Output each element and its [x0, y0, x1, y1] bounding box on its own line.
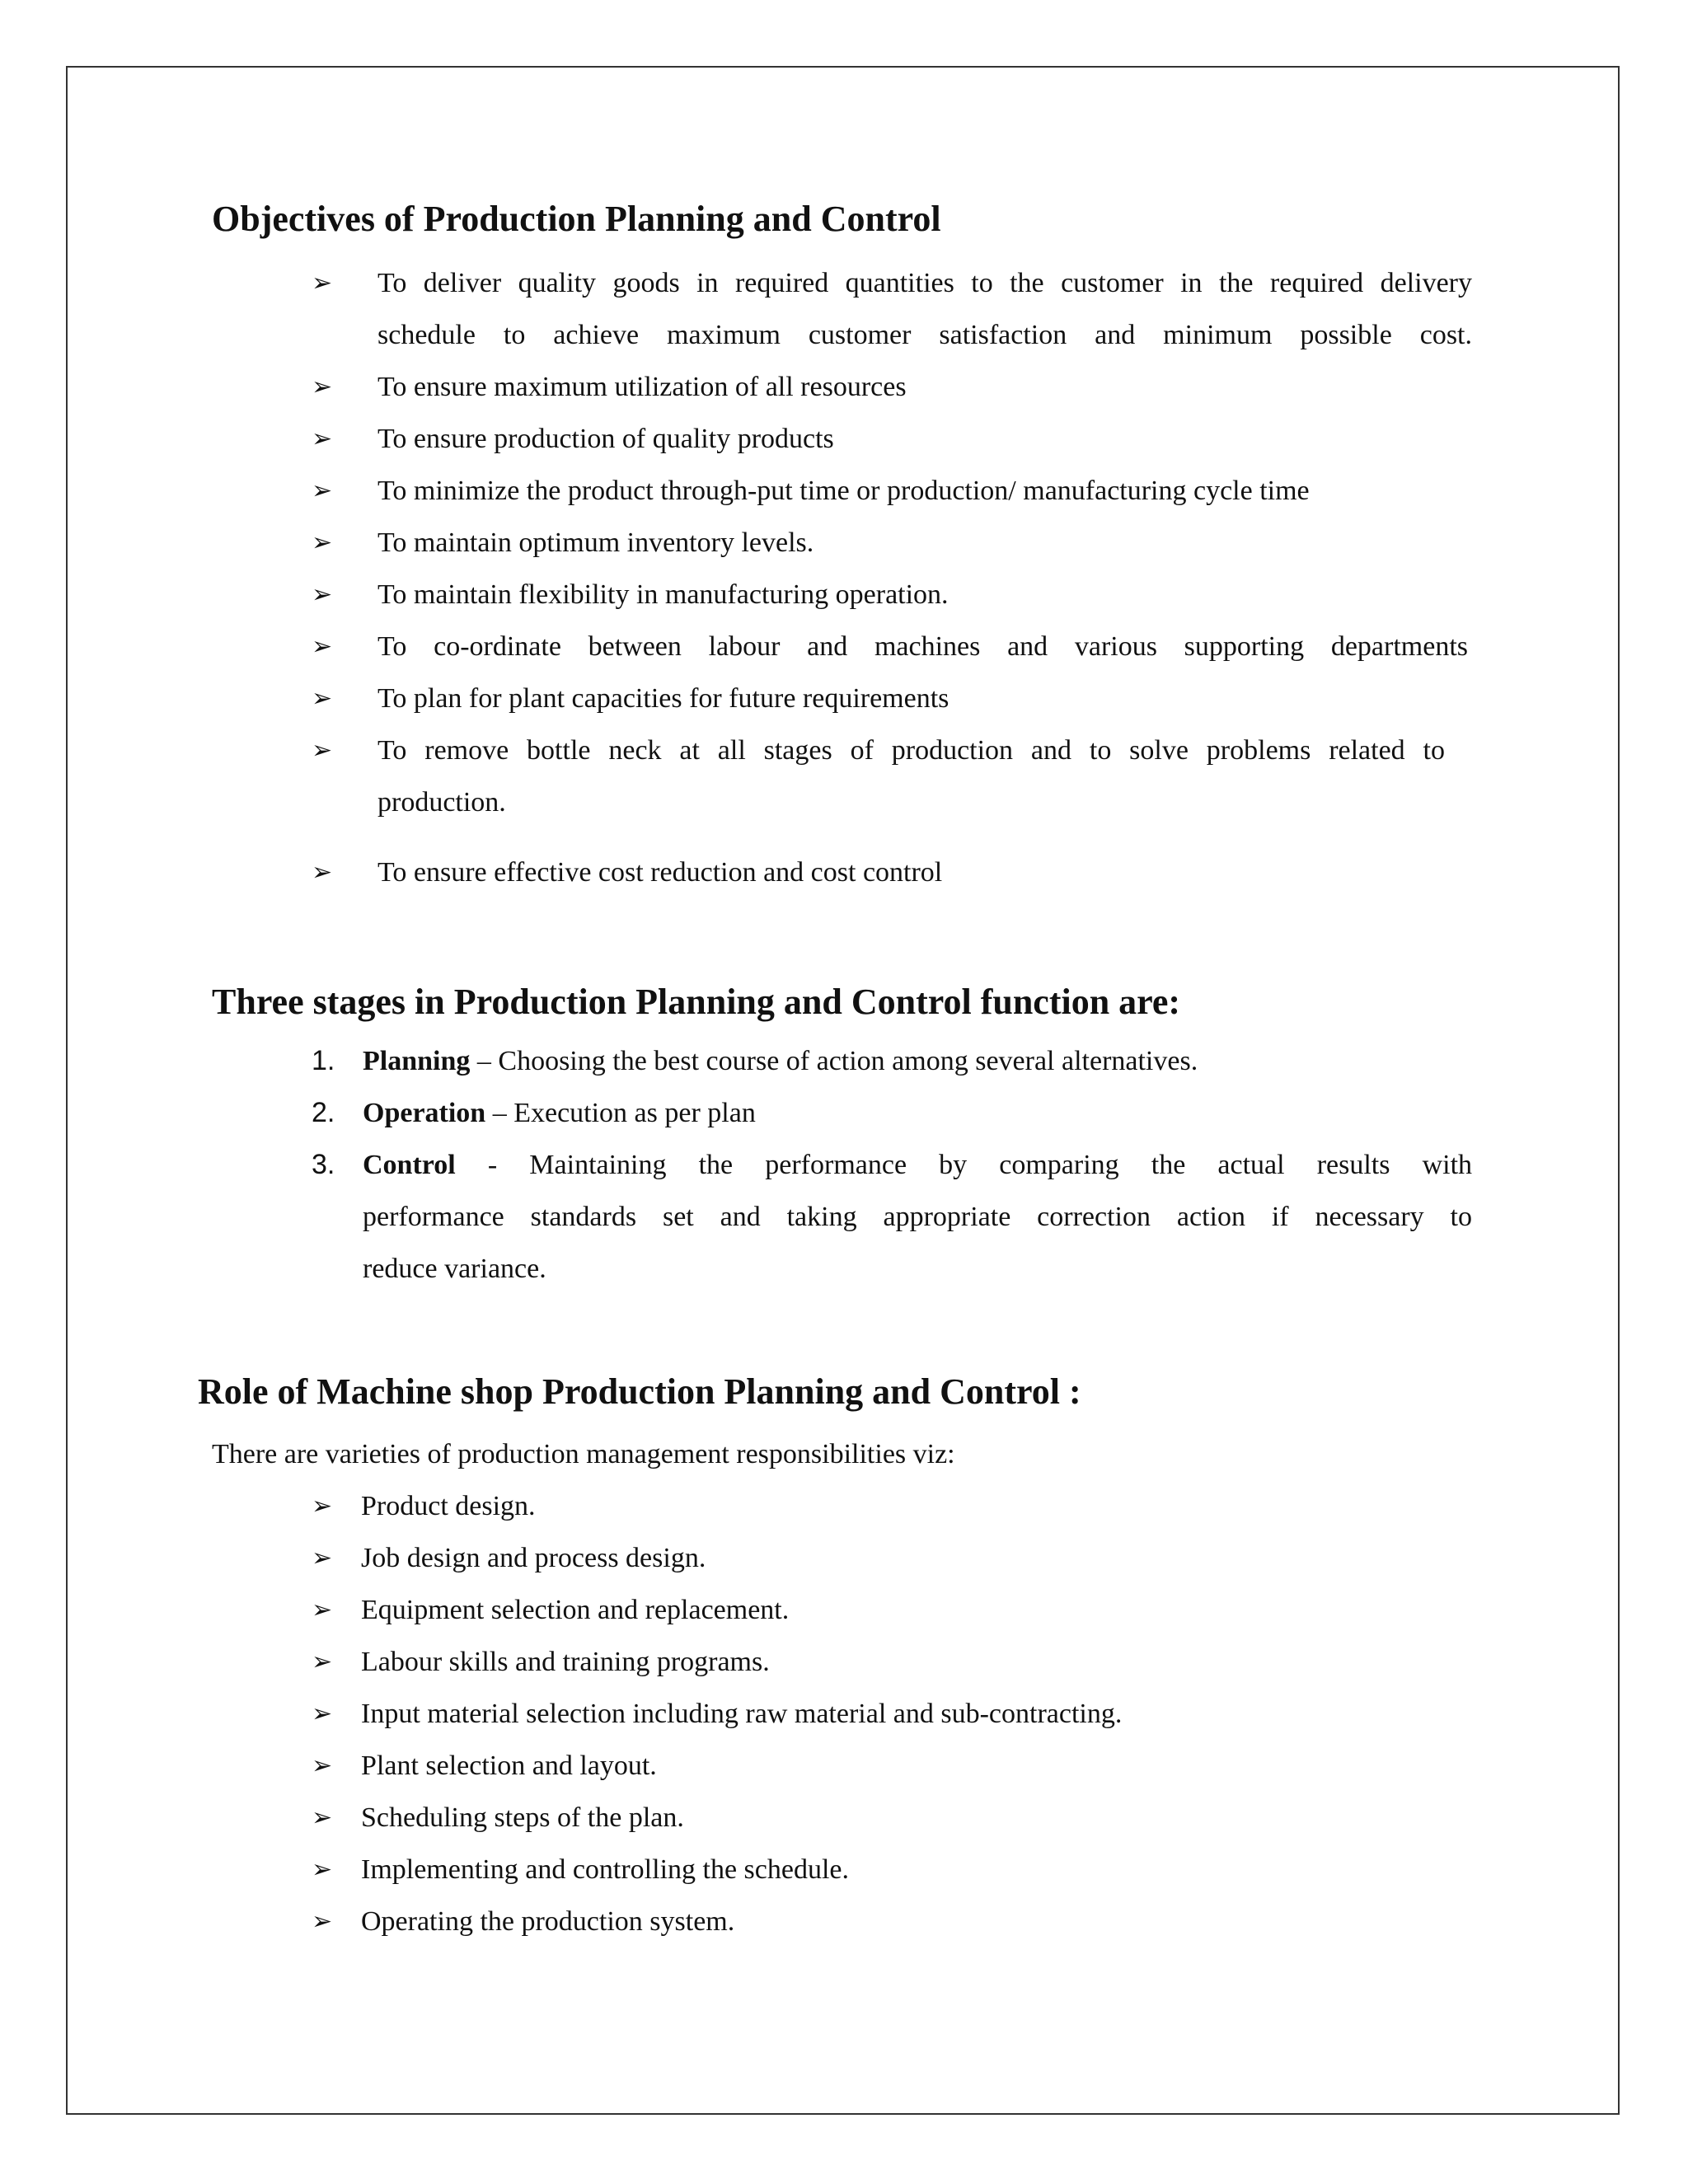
list-item-text-line: To deliver quality goods in required quantities to the customer in the required delivery [377, 268, 1472, 298]
arrow-bullet-icon: ➢ [312, 476, 333, 505]
list-item-text-line: production. [377, 787, 506, 818]
arrow-bullet-icon: ➢ [312, 528, 333, 557]
list-item-text: Equipment selection and replacement. [361, 1595, 790, 1625]
list-item [312, 621, 1472, 673]
arrow-bullet-icon: ➢ [312, 580, 333, 609]
arrow-bullet-icon: ➢ [312, 1855, 333, 1884]
arrow-bullet-icon: ➢ [312, 1803, 333, 1832]
objectives-heading: Objectives of Production Planning and Control [212, 199, 941, 239]
stage-description-line: reduce variance. [363, 1254, 546, 1284]
arrow-bullet-icon: ➢ [312, 736, 333, 765]
arrow-bullet-icon: ➢ [312, 269, 333, 298]
stage-description-line: performance standards set and taking appropriate correction action if necessary to [363, 1202, 1472, 1232]
arrow-bullet-icon: ➢ [312, 424, 333, 453]
stages-heading: Three stages in Production Planning and Control function are: [212, 982, 1181, 1022]
list-item-text: To ensure maximum utilization of all resources [377, 372, 907, 402]
arrow-bullet-icon: ➢ [312, 858, 333, 887]
arrow-bullet-icon: ➢ [312, 1699, 333, 1728]
arrow-bullet-icon: ➢ [312, 373, 333, 401]
arrow-bullet-icon: ➢ [312, 684, 333, 713]
list-item-text: Implementing and controlling the schedule. [361, 1854, 850, 1885]
list-item-text: Scheduling steps of the plan. [361, 1802, 684, 1833]
list-item-text-line: schedule to achieve maximum customer satisfaction and minimum possible cost. [377, 320, 1472, 350]
arrow-bullet-icon: ➢ [312, 1596, 333, 1624]
stage-description-line: Maintaining the performance by comparing the actual results with [529, 1150, 1473, 1180]
list-item-text: Labour skills and training programs. [361, 1647, 770, 1677]
list-item-text: To ensure effective cost reduction and cost control [377, 857, 943, 888]
stage-description: Choosing the best course of action among several alternatives. [498, 1046, 1198, 1076]
stage-separator: – [485, 1098, 514, 1128]
arrow-bullet-icon: ➢ [312, 1492, 333, 1521]
list-item [312, 724, 1472, 828]
list-item-text: To maintain flexibility in manufacturing operation. [377, 579, 949, 610]
list-item [312, 257, 1472, 361]
list-item-text: To minimize the product through-put time or production/ manufacturing cycle time [377, 476, 1310, 506]
arrow-bullet-icon: ➢ [312, 632, 333, 661]
stage-description: Execution as per plan [513, 1098, 756, 1128]
list-number: 2. [312, 1097, 335, 1128]
list-item-text: Input material selection including raw material and sub-contracting. [361, 1699, 1123, 1729]
stage-term: Planning [363, 1046, 471, 1076]
list-item-text: Job design and process design. [361, 1543, 706, 1573]
list-item-text: Product design. [361, 1491, 536, 1521]
role-intro: There are varieties of production management responsibilities viz: [212, 1439, 955, 1469]
list-item-text: Plant selection and layout. [361, 1750, 657, 1781]
list-item-text: To maintain optimum inventory levels. [377, 527, 814, 558]
stage-term: Control [363, 1150, 456, 1180]
arrow-bullet-icon: ➢ [312, 1907, 333, 1936]
arrow-bullet-icon: ➢ [312, 1647, 333, 1676]
list-number: 1. [312, 1045, 335, 1076]
list-item-text: To plan for plant capacities for future requirements [377, 683, 950, 714]
stage-term: Operation [363, 1098, 486, 1128]
stage-separator: - [487, 1150, 498, 1180]
arrow-bullet-icon: ➢ [312, 1751, 333, 1780]
list-item [312, 1139, 1472, 1295]
role-heading: Role of Machine shop Production Planning and Control : [198, 1371, 1081, 1412]
list-item-text: To ensure production of quality products [377, 424, 834, 454]
list-item-text: To co-ordinate between labour and machines and various supporting departments [377, 631, 1468, 662]
list-number: 3. [312, 1149, 335, 1180]
arrow-bullet-icon: ➢ [312, 1544, 333, 1572]
stage-separator: – [470, 1046, 499, 1076]
list-item-text: Operating the production system. [361, 1906, 735, 1937]
list-item-text-line: To remove bottle neck at all stages of production and to solve problems related to [377, 735, 1445, 766]
